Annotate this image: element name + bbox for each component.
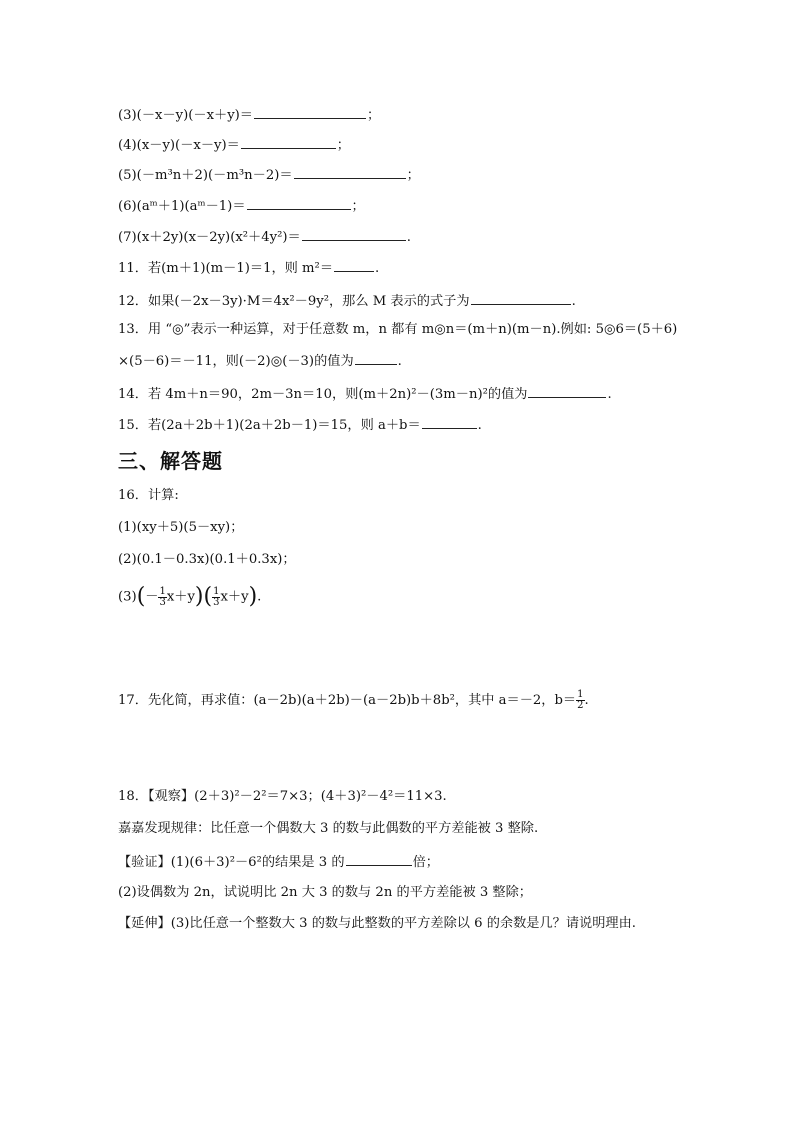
answer-blank[interactable] — [247, 195, 351, 210]
q18-observe: 18．【观察】(2＋3)²－2²＝7×3；(4＋3)²－4²＝11×3. — [118, 789, 447, 804]
fraction-one-third — [158, 587, 166, 608]
problem-text: (5)(－m³n＋2)(－m³n－2)＝ — [118, 168, 293, 183]
fraction-numerator: 1 — [213, 585, 220, 597]
problem-10-6 — [118, 195, 365, 217]
problem-text: 13．用 “◎”表示一种运算，对于任意数 m，n 都有 m◎n＝(m＋n)(m－n).例如: 5◎6＝(5＋6) — [118, 322, 678, 337]
q16-title: 16．计算: — [118, 488, 179, 503]
answer-blank[interactable] — [302, 226, 406, 241]
problem-10-4 — [118, 134, 350, 156]
q17 — [118, 688, 589, 714]
answer-blank[interactable] — [334, 257, 374, 272]
problem-text: 12．如果(－2x－3y)·M＝4x²－9y²，那么 M 表示的式子为 — [118, 294, 470, 309]
punctuation: . — [375, 261, 380, 276]
problem-14 — [118, 383, 612, 405]
problem-11 — [118, 257, 379, 279]
problem-text: ×(5－6)＝－11，则(－2)◎(－3)的值为 — [118, 354, 354, 369]
q16-item-1: (1)(xy＋5)(5－xy)； — [118, 520, 244, 535]
answer-blank[interactable] — [422, 414, 477, 429]
answer-blank[interactable] — [355, 350, 397, 365]
answer-blank[interactable] — [254, 104, 366, 119]
problem-13-line1 — [118, 320, 677, 340]
punctuation: ； — [366, 108, 381, 123]
problem-text: 14．若 4m＋n＝90，2m－3n＝10，则(m＋2n)²－(3m－n)²的值为 — [118, 387, 528, 402]
q18-rule: 嘉嘉发现规律：比任意一个偶数大 3 的数与此偶数的平方差能被 3 整除. — [118, 821, 539, 836]
punctuation: . — [257, 589, 262, 605]
punctuation: . — [397, 354, 402, 369]
left-paren: ( — [136, 584, 146, 609]
fraction-one-half — [576, 690, 584, 711]
section-heading: 三、解答题 — [118, 449, 223, 473]
problem-12 — [118, 290, 576, 312]
answer-blank[interactable] — [528, 383, 606, 398]
punctuation: ； — [336, 138, 350, 153]
answer-blank[interactable] — [241, 134, 336, 149]
q16-item-3 — [118, 584, 261, 611]
fraction-numerator: 1 — [577, 689, 584, 700]
problem-10-7 — [118, 226, 411, 248]
problem-text: (6)(aᵐ＋1)(aᵐ－1)＝ — [118, 199, 246, 214]
q18-part-2: (2)设偶数为 2n，试说明比 2n 大 3 的数与 2n 的平方差能被 3 整除； — [118, 885, 532, 900]
expression-term: x＋y — [166, 589, 195, 605]
punctuation: . — [477, 418, 482, 433]
problem-text: 11．若(m＋1)(m－1)＝1，则 m²＝ — [118, 261, 334, 276]
punctuation: . — [406, 230, 411, 245]
fraction-numerator: 1 — [159, 585, 166, 597]
q18-extend: 【延伸】(3)比任意一个整数大 3 的数与此整数的平方差除以 6 的余数是几？请说明理由. — [118, 916, 636, 931]
punctuation: ； — [351, 199, 365, 214]
minus-sign: － — [145, 589, 159, 605]
problem-text: (3)(－x－y)(－x＋y)＝ — [118, 108, 253, 123]
fraction-denominator: 2 — [577, 700, 584, 711]
punctuation: . — [584, 693, 589, 708]
problem-text: 倍； — [412, 855, 439, 870]
problem-text: 17．先化简，再求值：(a－2b)(a＋2b)－(a－2b)b＋8b²，其中 a＝－2，b＝ — [118, 693, 577, 708]
item-number: (3) — [118, 589, 137, 605]
problem-text: (7)(x＋2y)(x－2y)(x²＋4y²)＝ — [118, 230, 301, 245]
punctuation: . — [571, 294, 576, 309]
problem-10-5 — [118, 164, 420, 186]
problem-text: 15．若(2a＋2b＋1)(2a＋2b－1)＝15，则 a＋b＝ — [118, 418, 421, 433]
problem-text: (4)(x－y)(－x－y)＝ — [118, 138, 240, 153]
problem-text: 【验证】(1)(6＋3)²－6²的结果是 3 的 — [118, 855, 345, 870]
punctuation: . — [607, 387, 612, 402]
problem-13-line2 — [118, 350, 402, 372]
punctuation: ； — [406, 168, 420, 183]
right-paren: ) — [194, 584, 204, 609]
fraction-denominator: 3 — [159, 596, 166, 608]
answer-blank[interactable] — [294, 164, 406, 179]
q18-verify — [118, 851, 439, 873]
fraction-denominator: 3 — [213, 596, 220, 608]
answer-blank[interactable] — [346, 851, 412, 866]
expression-term: x＋y — [220, 589, 249, 605]
left-paren: ( — [203, 584, 213, 609]
answer-blank[interactable] — [471, 290, 571, 305]
q16-item-2: (2)(0.1－0.3x)(0.1＋0.3x)； — [118, 552, 296, 567]
right-paren: ) — [248, 584, 258, 609]
problem-10-3 — [118, 104, 380, 126]
problem-15 — [118, 414, 482, 436]
